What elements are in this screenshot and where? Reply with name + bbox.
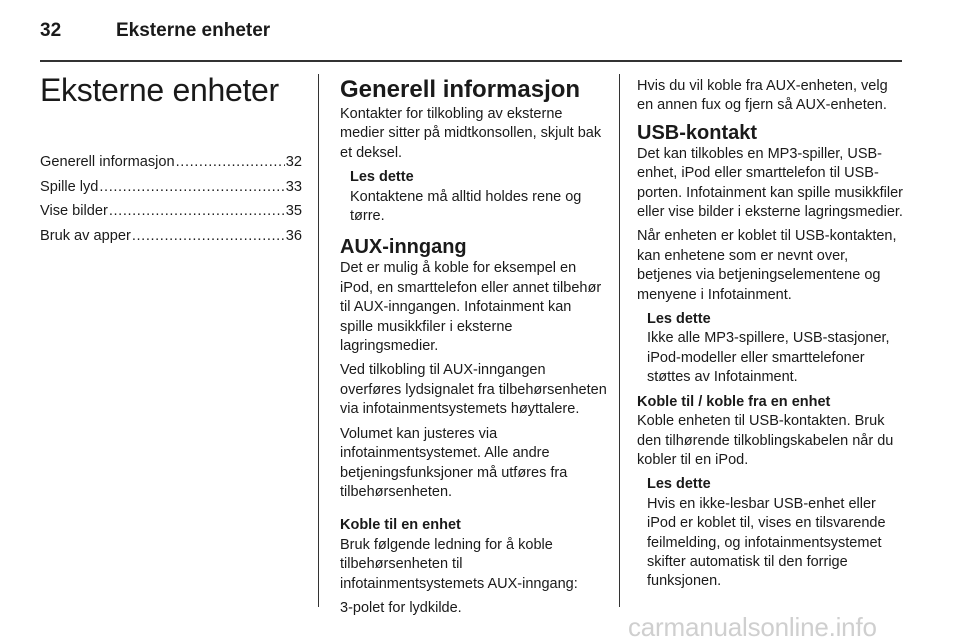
toc-label: Generell informasjon: [40, 154, 175, 170]
toc-leader-dots: [99, 175, 284, 200]
note-heading: Les dette: [350, 169, 414, 186]
paragraph: Volumet kan justeres via infotainmentsystemet. Alle andre betjeningsfunksjoner må utføres fra tilbehørsenheten.: [340, 425, 568, 500]
paragraph: Hvis du vil koble fra AUX-enheten, velg en annen fux og fjern så AUX-enheten.: [637, 78, 888, 114]
paragraph: Koble enheten til USB-kontakten. Bruk den tilhørende tilkoblingskabelen når du kobler til en iPod.: [637, 413, 894, 468]
note-box: [340, 168, 607, 226]
paragraph: Det er mulig å koble for eksempel en iPod, en smarttelefon eller annet tilbehør til AUX-inngangen. Infotainment kan spille musikkfiler i eksterne lagringsmedier.: [340, 260, 602, 355]
note-text: Kontaktene må alltid holdes rene og tørre.: [350, 188, 582, 225]
header-title: Eksterne enheter: [116, 20, 271, 41]
column-usb: [637, 77, 904, 597]
section-heading-aux: AUX-inngang: [340, 236, 467, 259]
toc-leader-dots: [109, 199, 285, 224]
toc-item-view-pictures[interactable]: [40, 199, 302, 224]
column-general-info: [340, 77, 607, 623]
column-divider: [318, 74, 319, 607]
toc-item-general-info[interactable]: [40, 150, 302, 175]
toc-label: Bruk av apper: [40, 227, 131, 244]
note-text: Hvis en ikke-lesbar USB-enhet eller iPod er koblet til, vises en tilsvarende feilmelding, og infotainmentsystemet skifter automatisk til den forrige funksjonen.: [647, 495, 886, 590]
paragraph: Når enheten er koblet til USB-kontakten, kan enhetene som er nevnt over, betjenes via betjeningselementene og menyene i Infotainment.: [637, 228, 897, 303]
toc-page: 32: [285, 154, 302, 170]
toc-leader-dots: [132, 224, 285, 249]
table-of-contents: [40, 150, 302, 248]
toc-page: 35: [285, 203, 302, 219]
toc-page: 33: [285, 178, 302, 195]
note-box: [637, 310, 904, 388]
paragraph: Kontakter for tilkobling av eksterne medier sitter på midtkonsollen, skjult bak et deksel.: [340, 106, 602, 161]
toc-label: Spille lyd: [40, 178, 99, 195]
subheading-connect-disconnect: Koble til / koble fra en enhet: [637, 393, 831, 410]
note-heading: Les dette: [647, 311, 711, 328]
note-box: [637, 475, 904, 591]
paragraph: Bruk følgende ledning for å koble tilbehørsenheten til infotainmentsystemets AUX-inngang:: [340, 536, 578, 592]
paragraph: 3-polet for lydkilde.: [340, 599, 462, 616]
header-rule: [40, 60, 902, 62]
note-text: Ikke alle MP3-spillere, USB-stasjoner, iPod-modeller eller smarttelefoner støttes av Infotainment.: [647, 330, 890, 386]
page-number: 32: [40, 20, 62, 41]
subheading-connect-device: Koble til en enhet: [340, 517, 461, 534]
watermark: carmanualsonline.info: [628, 612, 877, 642]
chapter-title: Eksterne enheter: [40, 72, 279, 108]
note-heading: Les dette: [647, 476, 711, 493]
toc-leader-dots: [176, 150, 285, 175]
toc-label: Vise bilder: [40, 203, 108, 219]
toc-item-play-audio[interactable]: [40, 175, 302, 200]
toc-item-using-apps[interactable]: [40, 224, 302, 249]
column-divider: [619, 74, 620, 607]
section-heading-usb: USB-kontakt: [637, 121, 758, 144]
toc-page: 36: [285, 227, 302, 244]
paragraph: Det kan tilkobles en MP3-spiller, USB-enhet, iPod eller smarttelefon til USB-porten. Infotainment kan spille musikkfiler eller vise bilder i eksterne lagringsmedier.: [637, 145, 903, 221]
section-heading-general-info: Generell informasjon: [340, 76, 581, 103]
paragraph: Ved tilkobling til AUX-inngangen overføres lydsignalet fra tilbehørsenheten via infotainmentsystemets høyttalere.: [340, 362, 607, 418]
